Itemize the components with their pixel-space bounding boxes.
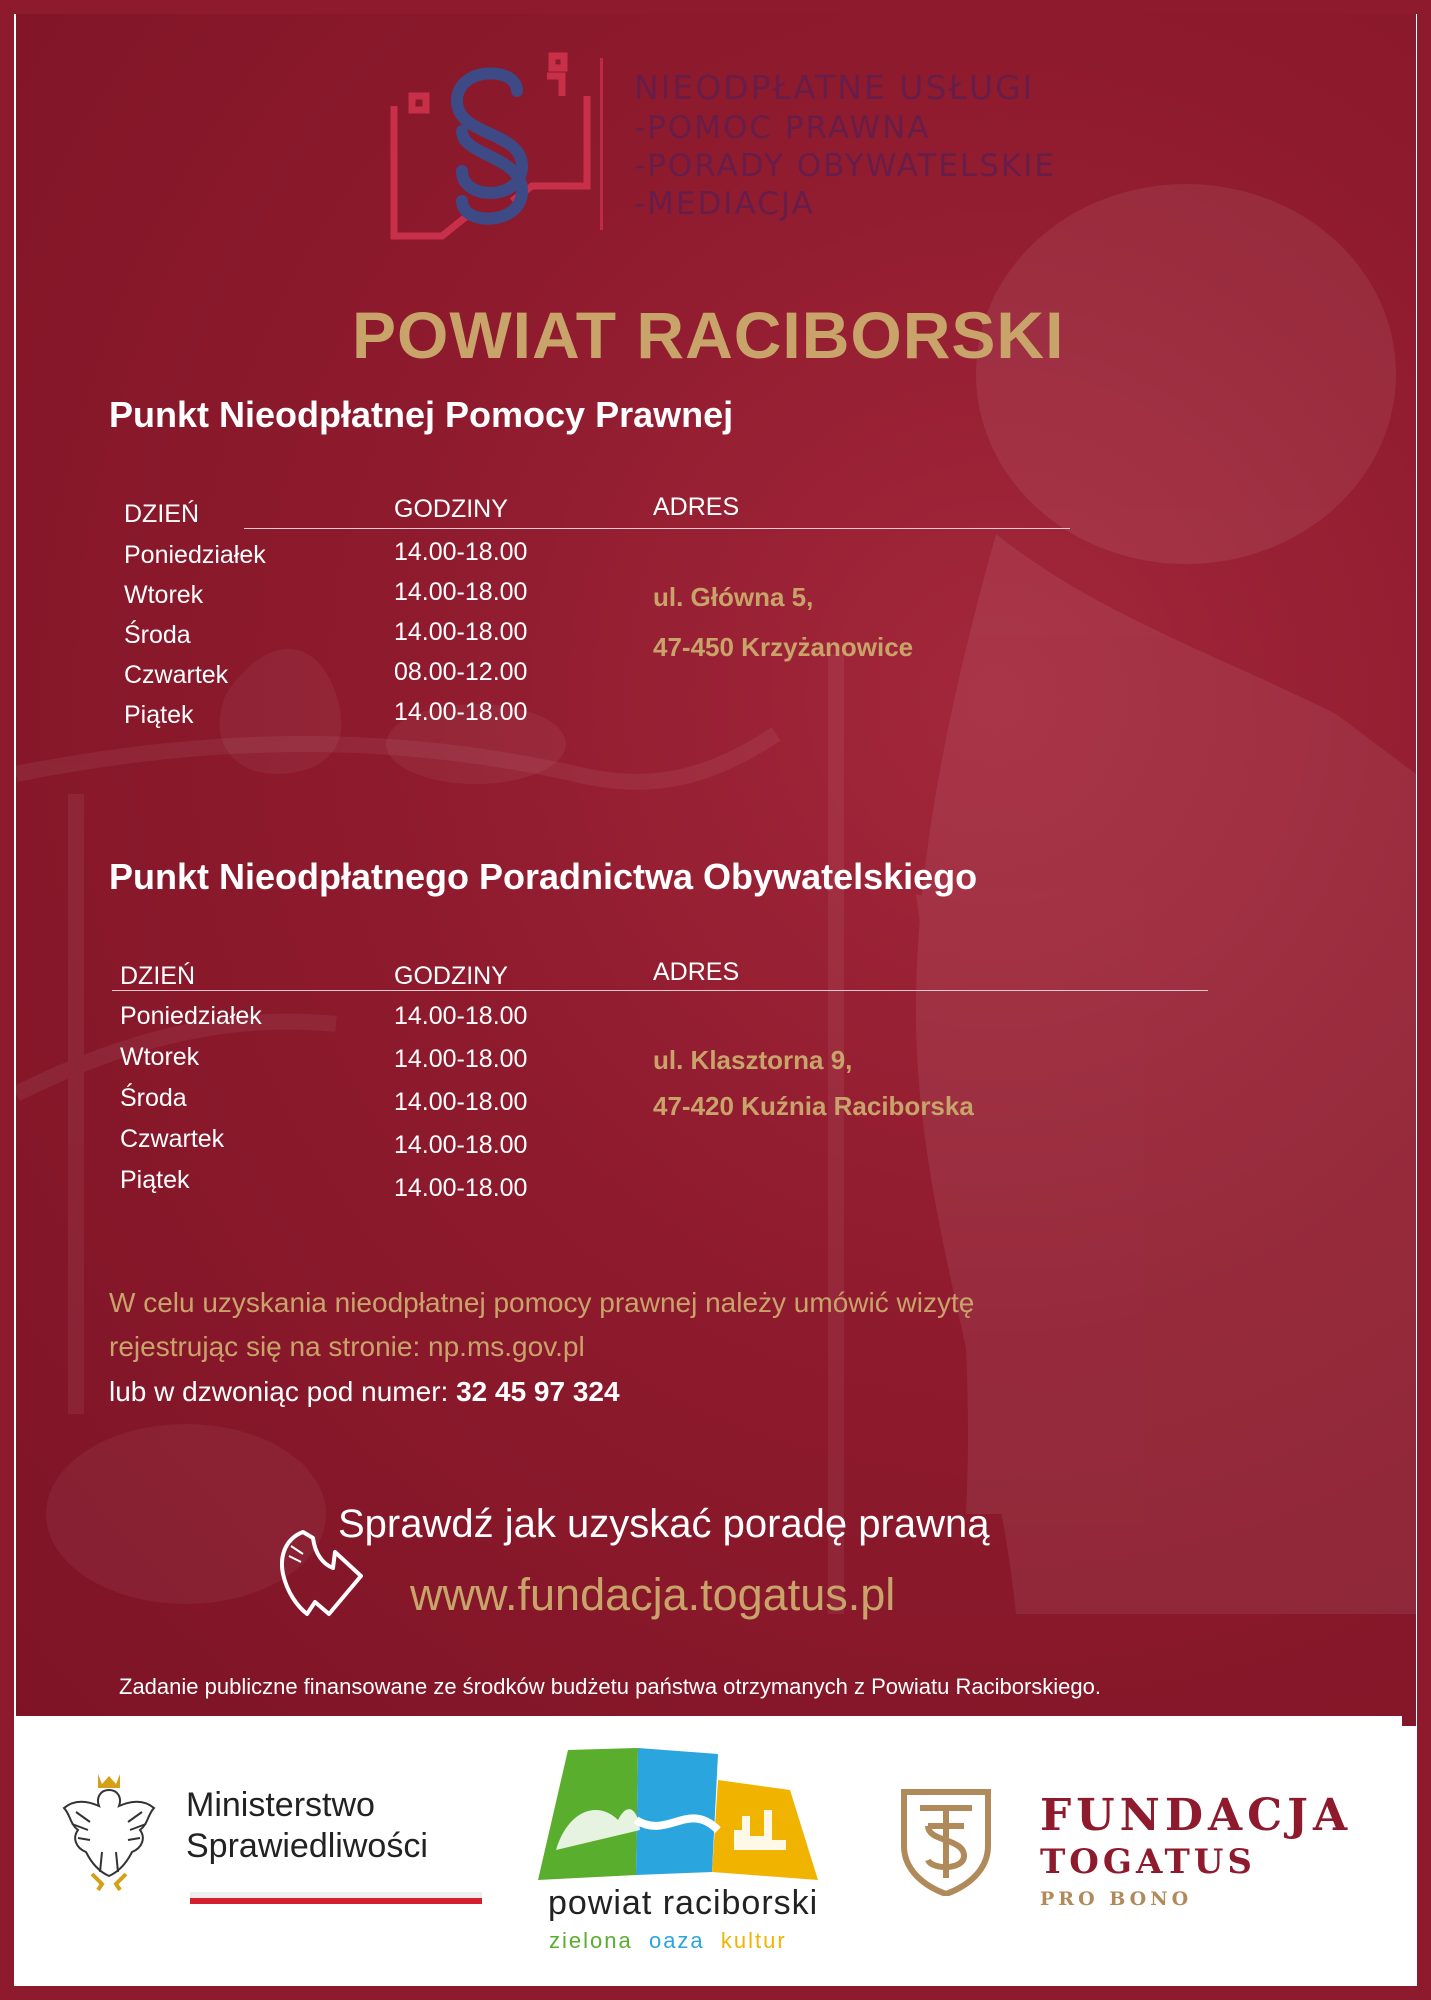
- section1-row-day: Wtorek: [124, 581, 204, 609]
- section2-row-day: Poniedziałek: [120, 1002, 262, 1030]
- footer-logos: [16, 1716, 1402, 1982]
- section1-row-hours: 14.00-18.00: [394, 578, 528, 606]
- cta-text: Sprawdź jak uzyskać poradę prawną: [338, 1502, 990, 1546]
- section2-row-day: Czwartek: [120, 1125, 225, 1153]
- info-phone-prefix: lub w dzwoniąc pod numer:: [109, 1376, 457, 1407]
- header-line-3: -PORADY OBYWATELSKIE: [634, 148, 1056, 184]
- section2-col-day: DZIEŃ: [120, 962, 195, 990]
- section1-heading: Punkt Nieodpłatnej Pomocy Prawnej: [109, 394, 734, 435]
- powiat-raciborski-logo-icon: [528, 1740, 828, 1900]
- togatus-line1: FUNDACJA: [1040, 1790, 1353, 1841]
- section2-row-day: Piątek: [120, 1166, 190, 1194]
- tagline-zielona: zielona: [549, 1928, 633, 1953]
- funding-note: Zadanie publiczne finansowane ze środków budżetu państwa otrzymanych z Powiatu Raciborskiego.: [119, 1674, 1101, 1699]
- togatus-line2: TOGATUS: [1040, 1842, 1256, 1882]
- section2-row-hours: 14.00-18.00: [394, 1088, 528, 1116]
- tagline-kultur: kultur: [720, 1928, 787, 1953]
- section1-col-day: DZIEŃ: [124, 500, 199, 528]
- ministry-flag-red: [190, 1898, 482, 1904]
- section2-row-hours: 14.00-18.00: [394, 1131, 528, 1159]
- powiat-name: powiat raciborski: [548, 1884, 819, 1922]
- header-line-1: NIEODPŁATNE USŁUGI: [634, 68, 1035, 107]
- section2-row-day: Środa: [120, 1084, 187, 1112]
- tagline-oaza: oaza: [648, 1928, 705, 1953]
- section2-col-address: ADRES: [653, 958, 740, 986]
- section1-header-rule: [244, 528, 1070, 529]
- togatus-shield-icon: [898, 1786, 994, 1896]
- polish-eagle-emblem-icon: [56, 1768, 162, 1896]
- info-line2: rejestrując się na stronie: np.ms.gov.pl: [109, 1331, 585, 1362]
- section2-heading: Punkt Nieodpłatnego Poradnictwa Obywatelskiego: [109, 856, 978, 897]
- section1-row-hours: 08.00-12.00: [394, 658, 528, 686]
- header-divider: [600, 58, 603, 230]
- section2-address-line1: ul. Klasztorna 9,: [653, 1045, 853, 1075]
- info-line3: [109, 1376, 620, 1408]
- paragraph-book-logo-icon: [372, 36, 612, 256]
- section1-address-line2: 47-450 Krzyżanowice: [653, 632, 914, 662]
- section1-row-hours: 14.00-18.00: [394, 538, 528, 566]
- page-title: POWIAT RACIBORSKI: [352, 298, 1065, 372]
- poster: [16, 14, 1416, 1726]
- header-line-4: -MEDIACJA: [634, 186, 815, 222]
- section1-row-day: Środa: [124, 621, 191, 649]
- section1-col-hours: GODZINY: [394, 495, 508, 523]
- powiat-tagline: [549, 1928, 787, 1954]
- ministry-line1: Ministerstwo: [186, 1786, 375, 1824]
- section1-col-address: ADRES: [653, 493, 740, 521]
- section2-address-line2: 47-420 Kuźnia Raciborska: [653, 1091, 974, 1121]
- section1-row-hours: 14.00-18.00: [394, 698, 528, 726]
- section2-row-hours: 14.00-18.00: [394, 1002, 528, 1030]
- ministry-line2: Sprawiedliwości: [186, 1827, 428, 1865]
- section2-col-hours: GODZINY: [394, 962, 508, 990]
- section1-row-day: Poniedziałek: [124, 541, 266, 569]
- togatus-line3: PRO BONO: [1040, 1888, 1193, 1910]
- section1-row-day: Piątek: [124, 701, 194, 729]
- section2-header-rule: [112, 990, 1208, 991]
- info-line1: W celu uzyskania nieodpłatnej pomocy prawnej należy umówić wizytę: [109, 1287, 975, 1318]
- section2-row-hours: 14.00-18.00: [394, 1174, 528, 1202]
- section2-row-hours: 14.00-18.00: [394, 1045, 528, 1073]
- section1-row-hours: 14.00-18.00: [394, 618, 528, 646]
- section2-row-day: Wtorek: [120, 1043, 200, 1071]
- cta-url-link[interactable]: www.fundacja.togatus.pl: [410, 1569, 896, 1620]
- phone-number: 32 45 97 324: [456, 1376, 620, 1407]
- header-line-2: -POMOC PRAWNA: [634, 110, 931, 146]
- section1-address-line1: ul. Główna 5,: [653, 582, 814, 612]
- section1-row-day: Czwartek: [124, 661, 229, 689]
